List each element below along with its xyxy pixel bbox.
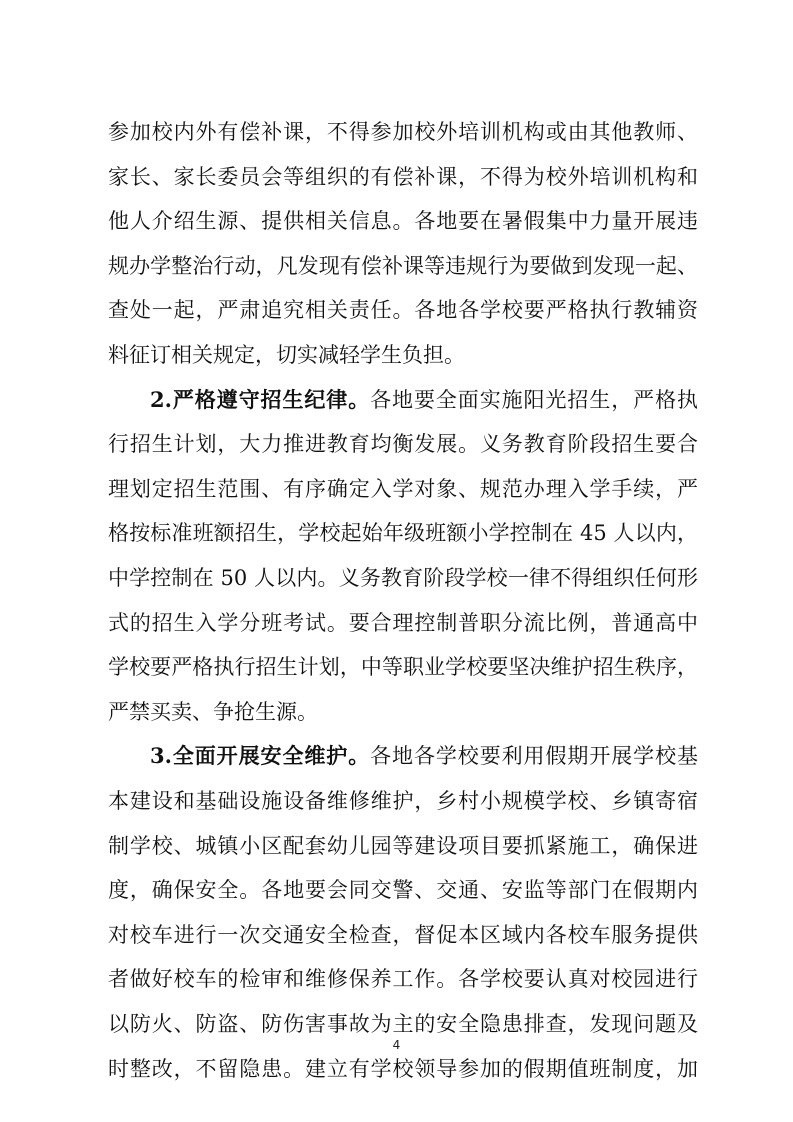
paragraph-2-line-5: 中学控制在 50 人以内。义务教育阶段学校一律不得组织任何形 <box>108 566 698 590</box>
paragraph-3-line-2: 本建设和基础设施设备维修维护，乡村小规模学校、乡镇寄宿 <box>108 789 698 813</box>
paragraph-2-line-6: 式的招生入学分班考试。要合理控制普职分流比例，普通高中 <box>108 611 698 635</box>
paragraph-1-line-6: 料征订相关规定，切实减轻学生负担。 <box>108 343 465 367</box>
paragraph-3-heading: 3.全面开展安全维护。 <box>150 743 371 768</box>
paragraph-1-line-1: 参加校内外有偿补课，不得参加校外培训机构或由其他教师、 <box>108 120 698 144</box>
paragraph-2-line-1-text: 各地要全面实施阳光招生，严格执 <box>370 388 698 412</box>
paragraph-3-line-7: 以防火、防盗、防伤害事故为主的安全隐患排查，发现问题及 <box>108 1012 698 1036</box>
paragraph-1-line-2: 家长、家长委员会等组织的有偿补课，不得为校外培训机构和 <box>108 165 698 189</box>
paragraph-2-line-2: 行招生计划，大力推进教育均衡发展。义务教育阶段招生要合 <box>108 432 698 456</box>
paragraph-3-line-3: 制学校、城镇小区配套幼儿园等建设项目要抓紧施工，确保进 <box>108 834 698 858</box>
page-number: 4 <box>392 1038 401 1052</box>
paragraph-2-line-1 <box>150 386 698 414</box>
paragraph-2-line-3: 理划定招生范围、有序确定入学对象、规范办理入学手续，严 <box>108 477 698 501</box>
paragraph-3-line-8: 时整改，不留隐患。建立有学校领导参加的假期值班制度，加 <box>108 1057 698 1081</box>
paragraph-3-line-4: 度，确保安全。各地要会同交警、交通、安监等部门在假期内 <box>108 878 698 902</box>
paragraph-1-line-3: 他人介绍生源、提供相关信息。各地要在暑假集中力量开展违 <box>108 209 698 233</box>
paragraph-1-line-4: 规办学整治行动，凡发现有偿补课等违规行为要做到发现一起、 <box>108 254 698 278</box>
paragraph-2-line-8: 严禁买卖、争抢生源。 <box>108 700 318 724</box>
paragraph-3-line-1-text: 各地各学校要利用假期开展学校基 <box>370 744 698 768</box>
paragraph-2-line-7: 学校要严格执行招生计划，中等职业学校要坚决维护招生秩序， <box>108 655 698 679</box>
paragraph-3-line-5: 对校车进行一次交通安全检查，督促本区域内各校车服务提供 <box>108 923 698 947</box>
paragraph-3-line-6: 者做好校车的检审和维修保养工作。各学校要认真对校园进行 <box>108 967 698 991</box>
paragraph-3-line-1 <box>150 742 698 770</box>
paragraph-2-line-4: 格按标准班额招生，学校起始年级班额小学控制在 45 人以内， <box>108 521 698 545</box>
paragraph-2-heading: 2.严格遵守招生纪律。 <box>150 387 371 412</box>
paragraph-1-line-5: 查处一起，严肃追究相关责任。各地各学校要严格执行教辅资 <box>108 298 698 322</box>
